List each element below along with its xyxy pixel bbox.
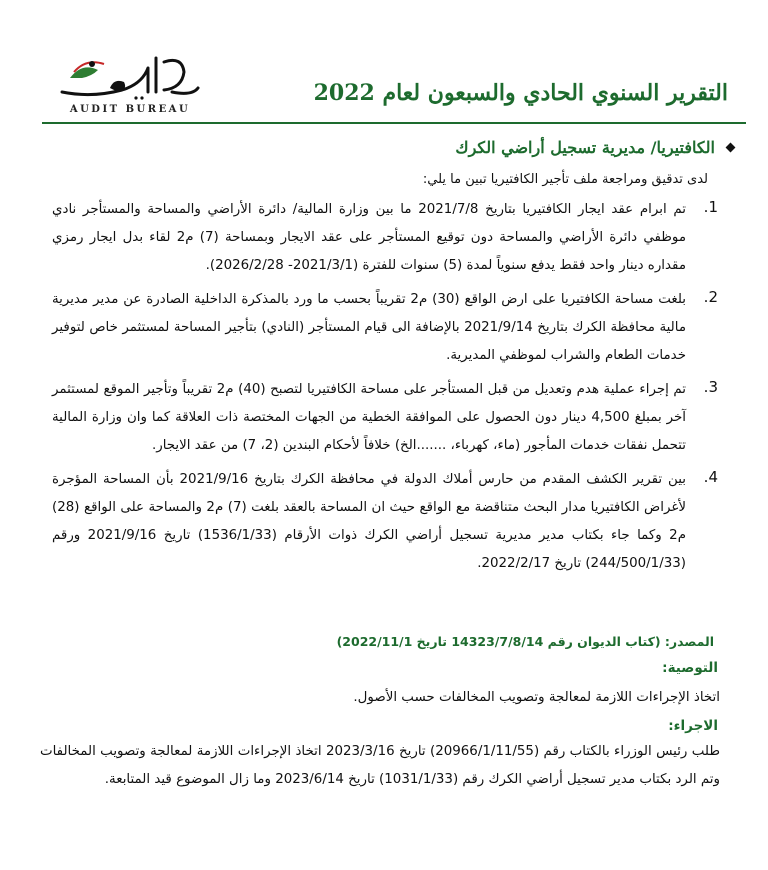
item-text: تم ابرام عقد ايجار الكافتيريا بتاريخ 2021/7/8 ما بين وزارة المالية/ دائرة الأراضي والمساحة والمستأجر نادي موظفي دائرة الأراضي والمساحة دون توقيع المستأجر على عقد الايجار وبمساحة (7) م2 لقاء بدل ايجار رمزي مقداره دينار واحد فقط يدفع سنوياً لمدة (5) سنوات للفترة (2021/3/1- 2026/2/28). (52, 202, 687, 273)
recommendation-label: التوصية: (662, 660, 718, 676)
audit-bureau-logo (52, 48, 202, 120)
item-text: بلغت مساحة الكافتيريا على ارض الواقع (30) م2 تقريباً بحسب ما ورد بالمذكرة الداخلية الصادرة عن مدير مديرية مالية محافظة الكرك بتاريخ 2021/9/14 بالإضافة الى قيام المستأجر (النادي) بتأجير المساحة لمستثمر خاص لتوفير خدمات الطعام والشراب لموظفي المديرية. (52, 292, 686, 363)
list-item (52, 466, 718, 578)
list-item (52, 286, 718, 370)
item-text: تم إجراء عملية هدم وتعديل من قبل المستأجر على مساحة الكافتيريا لتصبح (40) م2 تقريباً وتأجير الموقع لمستثمر آخر بمبلغ 4,500 دينار دون الحصول على الموافقة الخطية من الجهات المختصة ذات العلاقة كما وان وزارة المالية تتحمل نفقات خدمات المأجور (ماء، كهرباء، .......الخ) خلافاً لأحكام البندين (2، 7) من عقد الايجار. (52, 382, 687, 453)
findings-list (52, 196, 718, 584)
diamond-bullet-icon (726, 143, 736, 153)
list-item (52, 376, 718, 460)
logo-english-text: AUDIT BUREAU (69, 104, 191, 115)
item-text: بين تقرير الكشف المقدم من حارس أملاك الدولة في محافظة الكرك بتاريخ 2021/9/16 بأن المساحة المؤجرة لأغراض الكافتيريا مدار البحث متناقضة مع الواقع حيث ان المساحة بالعقد بلغت (7) م2 والمساحة على الواقع (28) م2 وكما جاء بكتاب مدير مديرية تسجيل أراضي الكرك ذوات الأرقام (1536/1/33) تاريخ 2021/9/16 ورقم (244/500/1/33) تاريخ 2022/2/17. (52, 472, 686, 571)
header-divider (42, 122, 746, 124)
report-title: التقرير السنوي الحادي والسبعون لعام 2022 (313, 80, 728, 106)
item-number: 3. (703, 378, 718, 396)
item-number: 4. (703, 468, 718, 486)
logo-calligraphy-icon (52, 48, 202, 104)
item-number: 2. (703, 288, 718, 306)
intro-text: لدى تدقيق ومراجعة ملف تأجير الكافتيريا تبين ما يلي: (422, 172, 708, 187)
action-label: الاجراء: (668, 718, 718, 734)
list-item (52, 196, 718, 280)
action-text: طلب رئيس الوزراء بالكتاب رقم (20966/1/11/55) تاريخ 2023/3/16 اتخاذ الإجراءات اللازمة لمعالجة وتصويب المخالفات وتم الرد بكتاب مدير تسجيل أراضي الكرك رقم (1031/1/33) تاريخ 2023/6/14 وما زال الموضوع قيد المتابعة. (40, 744, 720, 787)
section-title: الكافتيريا/ مديرية تسجيل أراضي الكرك (455, 138, 715, 157)
source-citation: المصدر: (كتاب الديوان رقم 14323/7/8/14 تاريخ 2022/11/1) (336, 634, 714, 649)
recommendation-text: اتخاذ الإجراءات اللازمة لمعالجة وتصويب المخالفات حسب الأصول. (353, 690, 720, 705)
item-number: 1. (703, 198, 718, 216)
section-heading (455, 138, 734, 157)
